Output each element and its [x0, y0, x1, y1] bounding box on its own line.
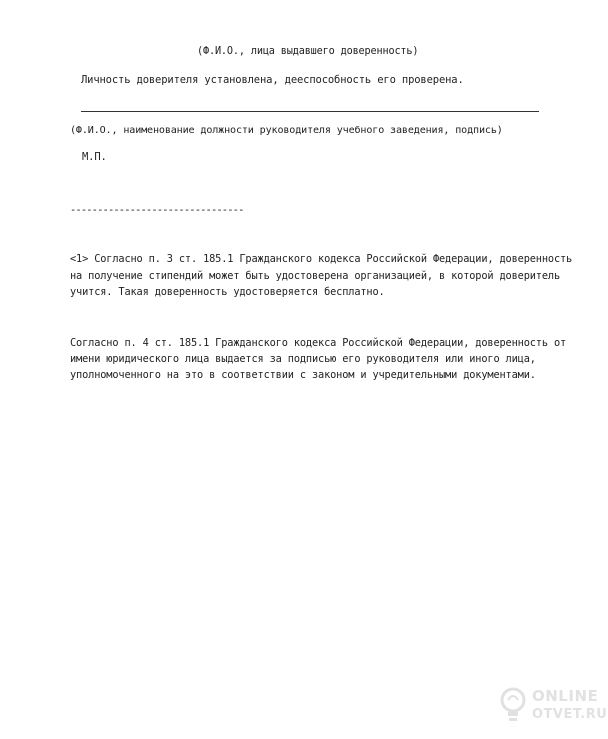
watermark-logo	[498, 684, 608, 730]
grantor-caption: (Ф.И.О., лица выдавшего доверенность)	[197, 46, 419, 57]
seal-mark: М.П.	[82, 151, 107, 163]
footnote-separator: --------------------------------	[70, 204, 244, 216]
head-signature-line	[81, 111, 539, 112]
footnote-2-line: имени юридического лица выдается за подписью его руководителя или иного лица,	[70, 353, 536, 365]
lightbulb-icon	[498, 686, 528, 726]
footnote-1-line: <1> Согласно п. 3 ст. 185.1 Гражданского кодекса Российской Федерации, доверенность	[70, 253, 573, 265]
watermark-line-2: OTVET.RU	[532, 707, 608, 722]
head-caption: (Ф.И.О., наименование должности руководителя учебного заведения, подпись)	[70, 125, 503, 136]
footnote-2-line: Согласно п. 4 ст. 185.1 Гражданского кодекса Российской Федерации, доверенность от	[70, 337, 567, 349]
footnote-2-line: уполномоченного на это в соответствии с законом и учредительными документами.	[70, 369, 536, 381]
footnote-1-line: на получение стипендий может быть удостоверена организацией, в которой доверитель	[70, 270, 560, 282]
identity-statement: Личность доверителя установлена, дееспособность его проверена.	[81, 74, 464, 86]
footnote-1-line: учится. Такая доверенность удостоверяется бесплатно.	[70, 286, 385, 298]
watermark-line-1: ONLINE	[532, 687, 599, 705]
